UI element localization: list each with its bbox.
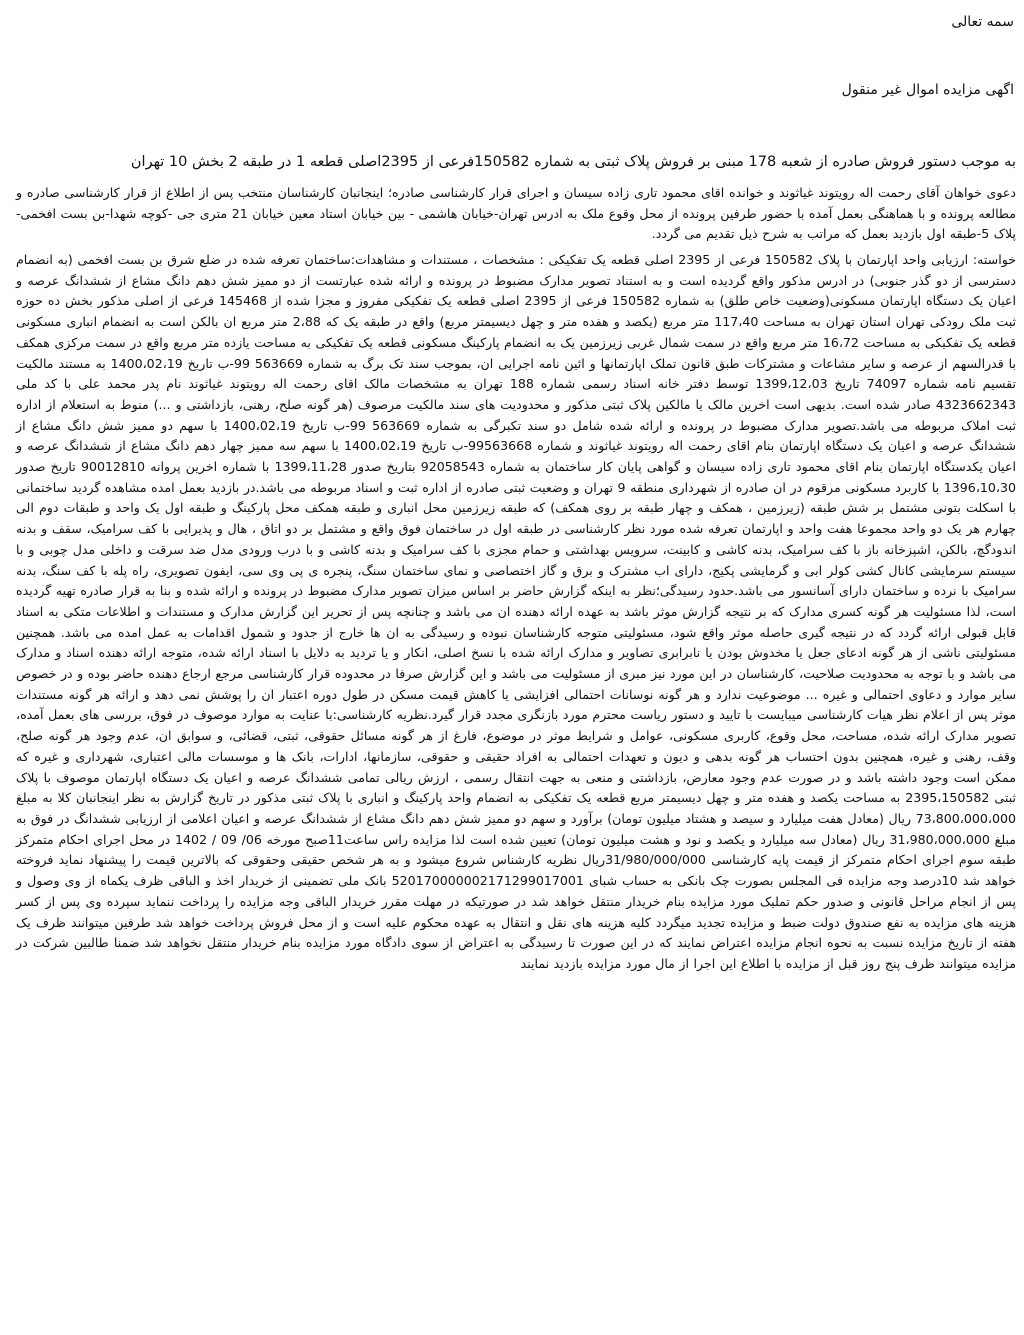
paragraph-case-summary: دعوی خواهان آقای رحمت اله رویتوند غیاثوند و خوانده اقای محمود تاری زاده سیسان و اجرای قرار کارشناسی صادره؛ اینجانبان کارشناسان منتخب پس از اطلاع از قرار کارشناسی صادره و مطالعه پرونده و با هماهنگی بعمل آمده با حضور طرفین پرونده از محل وقوع ملک به ادرس تهران-خیابان هاشمی - بین خیابان استاد معین خیابان 21 متری جی -کوچه شهدا-بن بست افخمی-پلاک 5-طبقه اول بازدید بعمل که مراتب به شرح ذیل تقدیم می گردد. xyxy=(16,185,1016,242)
notice-lead-sentence: به موجب دستور فروش صادره از شعبه 178 مبنی بر فروش پلاک ثبتی به شماره 150582فرعی از 2395اصلی قطعه 1 در طبقه 2 بخش 10 تهران xyxy=(130,154,1016,170)
greeting-heading: سمه تعالی xyxy=(951,14,1014,30)
notice-title: اگهی مزایده اموال غیر منقول xyxy=(841,82,1014,98)
paragraph-expert-report: خواسته: ارزیابی واحد اپارتمان با پلاک 150582 فرعی از 2395 اصلی قطعه یک تفکیکی : مشخصات ، مستندات و مشاهدات:ساختمان تعرفه شده در ضلع شرق بن بست افخمی (به انضمام دسترسی از دو گذر جنوبی) در ادرس مذکور واقع گردیده است و به استناد تصویر مدارک مضبوط در پرونده و ارائه شده عبارتست از دو ممیز شش دهم دانگ مشاع از ششدانگ عرصه و اعیان یک دستگاه اپارتمان مسکونی(وضعیت خاص طلق) به شماره 150582 فرعی از 2395 اصلی قطعه یک تفکیکی مفروز و مجزا شده از 145468 فرعی از اصلی مذکور بخش ده حوزه ثبت ملک رودکی تهران استان تهران به مساحت 117،40 متر مربع (یکصد و هفده متر و چهل دیسیمتر مربع) واقع در طبقه یک که 2،88 متر مربع ان بالکن است به انضمام انباری مسکونی قطعه یک تفکیکی به مساحت 16،72 متر مربع واقع در سمت شمال غربی زیرزمین یک به انضمام پارکینگ مسکونی قطعه یک تفکیکی به مساحت یازده متر مربع واقع در سمت مرکزی همکف با قدرالسهم از عرصه و سایر مشاعات و مشترکات طبق قانون تملک اپارتمانها و ائین نامه اجرایی ان، بموجب سند تک برگ به شماره 563669 99-ب تاریخ 1400،02،19 به مستند مالکیت تقسیم نامه شماره 74097 تاریخ 1399،12،03 توسط دفتر خانه اسناد رسمی شماره 188 تهران به مشخصات مالک اقای رحمت اله رویتوند غیاثوند نام پدر محمد علی با کد ملی 4323662343 صادر شده است. بدیهی است اخرین مالک یا مالکین پلاک ثبتی مذکور و محدودیت های سند مالکیت مرصوف (هر گونه صلح، رهنی، بازداشتی و ...) منوط به استعلام از اداره ثبت املاک مربوطه می باشد.تصویر مدارک مضبوط در پرونده و ارائه شده شامل دو سند تکبرگی به شماره 563669 99-ب تاریخ 1400،02،19 با سهم دو ممیز شش دانگ مشاع از ششدانگ عرصه و اعیان یک دستگاه اپارتمان بنام اقای رحمت اله رویتوند غیاثوند و شماره 99563668-ب تاریخ 1400،02،19 با سهم سه ممیز چهار دهم دانگ مشاع از ششدانگ عرصه و اعیان یکدستگاه اپارتمان بنام اقای محمود تاری زاده سیسان و گواهی پایان کار ساختمان به شماره 92058543 بتاریخ صدور 1399،11،28 با شماره اخرین پروانه 90012810 تاریخ صدور 1396،10،30 با کاربرد مسکونی مرقوم در ان صادره از شهرداری منطقه 9 تهران و وضعیت ثبتی صادره از اداره ثبت و اسناد مربوطه می باشد.در بازدید بعمل امده مشاهده گردید ساختمانی با اسکلت بتونی مشتمل بر شش طبقه (زیرزمین ، همکف و چهار طبقه بر روی همکف) که طبقه زیرزمین محل انباری و طبقه همکف محل پارکینگ و طبقه اول یک واحد و طبقات دوم الی چهارم هر یک دو واحد مجموعا هفت واحد و اپارتمان تعرفه شده مورد نظر کارشناسی در طبقه اول در ساختمان فوق واقع و مشتمل بر دو اتاق ، هال و پذیرایی با کف سرامیک، سقف و بدنه اندودگچ، بالکن، اشپزخانه باز با کف سرامیک، بدنه کاشی و کابینت، سرویس بهداشتی و حمام مجزی با کف سرامیک و بدنه کاشی و با درب ورودی مدل ضد سرقت و داخلی مدل چوبی و با سیستم سرمایشی کانال کشی کولر ابی و گرمایشی پکیج، دارای اب مشترک و برق و گاز اختصاصی و نمای ساختمان سنگ، پنجره ی پی وی سی، ایفون تصویری، راه پله با کف سنگ، بدنه سرامیک با نرده و ساختمان دارای آسانسور می باشد.حدود رسیدگی؛نظر به اینکه گزارش حاضر بر اساس میزان تصویر مدارک مضبوط در پرونده و ارائه شده و بنا به قرار صادره تهیه گردیده است، لذا مسئولیت هر گونه کسری مدارک که بر نتیجه گزارش موثر باشد به عهده ارائه دهنده ان می باشد و چنانچه پس از تحریر این گزارش مدارک و مستندات و اطلاعات متکی به اسناد قابل قبولی ارائه گردد که در نتیجه گیری حاصله موثر واقع شود، مسئولیتی متوجه کارشناسان نبوده و رسیدگی به ان ها خارج از جدود و شمول اقدامات به عمل امده می باشد. همچنین مسئولیتی ناشی از هر گونه ادعای جعل یا مخدوش بودن یا نابرابری تصاویر و مدارک ارائه شده با نسخ اصلی، انکار و یا تردید به دلایل با اسناد ارائه شده، متوجه ارائه دهنده اسناد و مدارک می باشد و با توجه به محدودیت صلاحیت، کارشناسان در این مورد نیز مبری از مسئولیت می باشد و این گزارش صرفا در محدوده قرار کارشناسی مرجع ارجاع دهنده حاضر بوده و در خصوص سایر موارد و دعاوی احتمالی و غیره ... موضوعیت ندارد و هر گونه نوسانات احتمالی افزایشی یا کاهش قیمت مسکن در طول دوره اعتبار ان را پوشش نمی دهد و ارائه هر گونه مستندات موثر پس از اعلام نظر هیات کارشناسی میبایست با تایید و دستور ریاست محترم مورد بازنگری مجدد قرار گیرد.نظریه کارشناسی:با عنایت به موارد موصوف در فوق، بررسی های بعمل آمده، تصویر مدارک ارائه شده، مساحت، محل وقوع، کاربری مسکونی، عوامل و شرایط موثر در موضوع، فارغ از هر گونه مسائل حقوقی، ثبتی، قضائی، و سوابق ان، عدم وجود هر گونه صلح، وقف، رهنی و غیره، همچنین بدون احتساب هر گونه بدهی و دیون و تعهدات احتمالی به افراد حقیقی و حقوقی، سازمانها، ادارات، بانک ها و موسسات مالی اعتباری، شهرداری و غیره که ممکن است وجود داشته باشد و در صورت عدم وجود معارض، بازداشتی و منعی به جهت انتقال رسمی ، ارزش ریالی تمامی ششدانگ عرصه و اعیان یک دستگاه اپارتمان موصوف با پلاک ثبتی 2395،150582 به مساحت یکصد و هفده متر و چهل دیسیمتر مربع قطعه یک تفکیکی به انضمام واحد پارکینگ و انباری با پلاک ثبتی مذکور در تاریخ گزارش به نظر اینجانبان کلا به مبلغ 73،800،000،000 ریال (معادل هفت میلیارد و سیصد و هشتاد میلیون تومان) برآورد و سهم دو ممیز شش دهم دانگ مشاع از ششدانگ عرصه و اعیان اعلامی از ارزیابی ششدانگ در فوق به مبلغ 31،980،000،000 ریال (معادل سه میلیارد و یکصد و نود و هشت میلیون تومان) تعیین شده است لذا مزایده راس ساعت11صبح مورخه 06/ 09 / 1402 در محل اجرای احکام متمرکز طبقه سوم اجرای احکام متمرکز از قیمت پایه کارشناسی 31/980/000/000ریال نظریه کارشناس شروع میشود و به هر شخص حقیقی وحقوقی که بالاترین قیمت را پیشنهاد نماید فروخته خواهد شد 10درصد وجه مزایده فی المجلس بصورت چک بانکی به حساب شبای 520170000002171299017001 بانک ملی تضمینی از خریدار اخذ و الباقی ظرف یکماه از وی وصول و پس از انجام مراحل قانونی و صدور حکم تملیک مورد مزایده بنام خریدار منتقل خواهد شد در صورتیکه در مهلت مقرر خریدار الباقی وجه مزایده را پرداخت ننماید سپرده وی پس از کسر هزینه های مزایده به نفع صندوق دولت ضبط و مزایده تجدید میگردد کلیه هزینه های نقل و انتقال به عهده محکوم علیه است و از محل فروش پرداخت خواهد شد طرفین میتوانند ظرف یک هفته از تاریخ مزایده نسبت به نحوه انجام مزایده اعتراض نمایند که در این صورت تا رسیدگی به اعتراض از سوی دادگاه مورد مزایده بنام خریدار منتقل نخواهد شد ضمنا طالبین شرکت در مزایده میتوانند ظرف پنج روز قبل از مزایده با اطلاع این اجرا از مال مورد مزایده بازدید نمایند xyxy=(16,252,1017,971)
